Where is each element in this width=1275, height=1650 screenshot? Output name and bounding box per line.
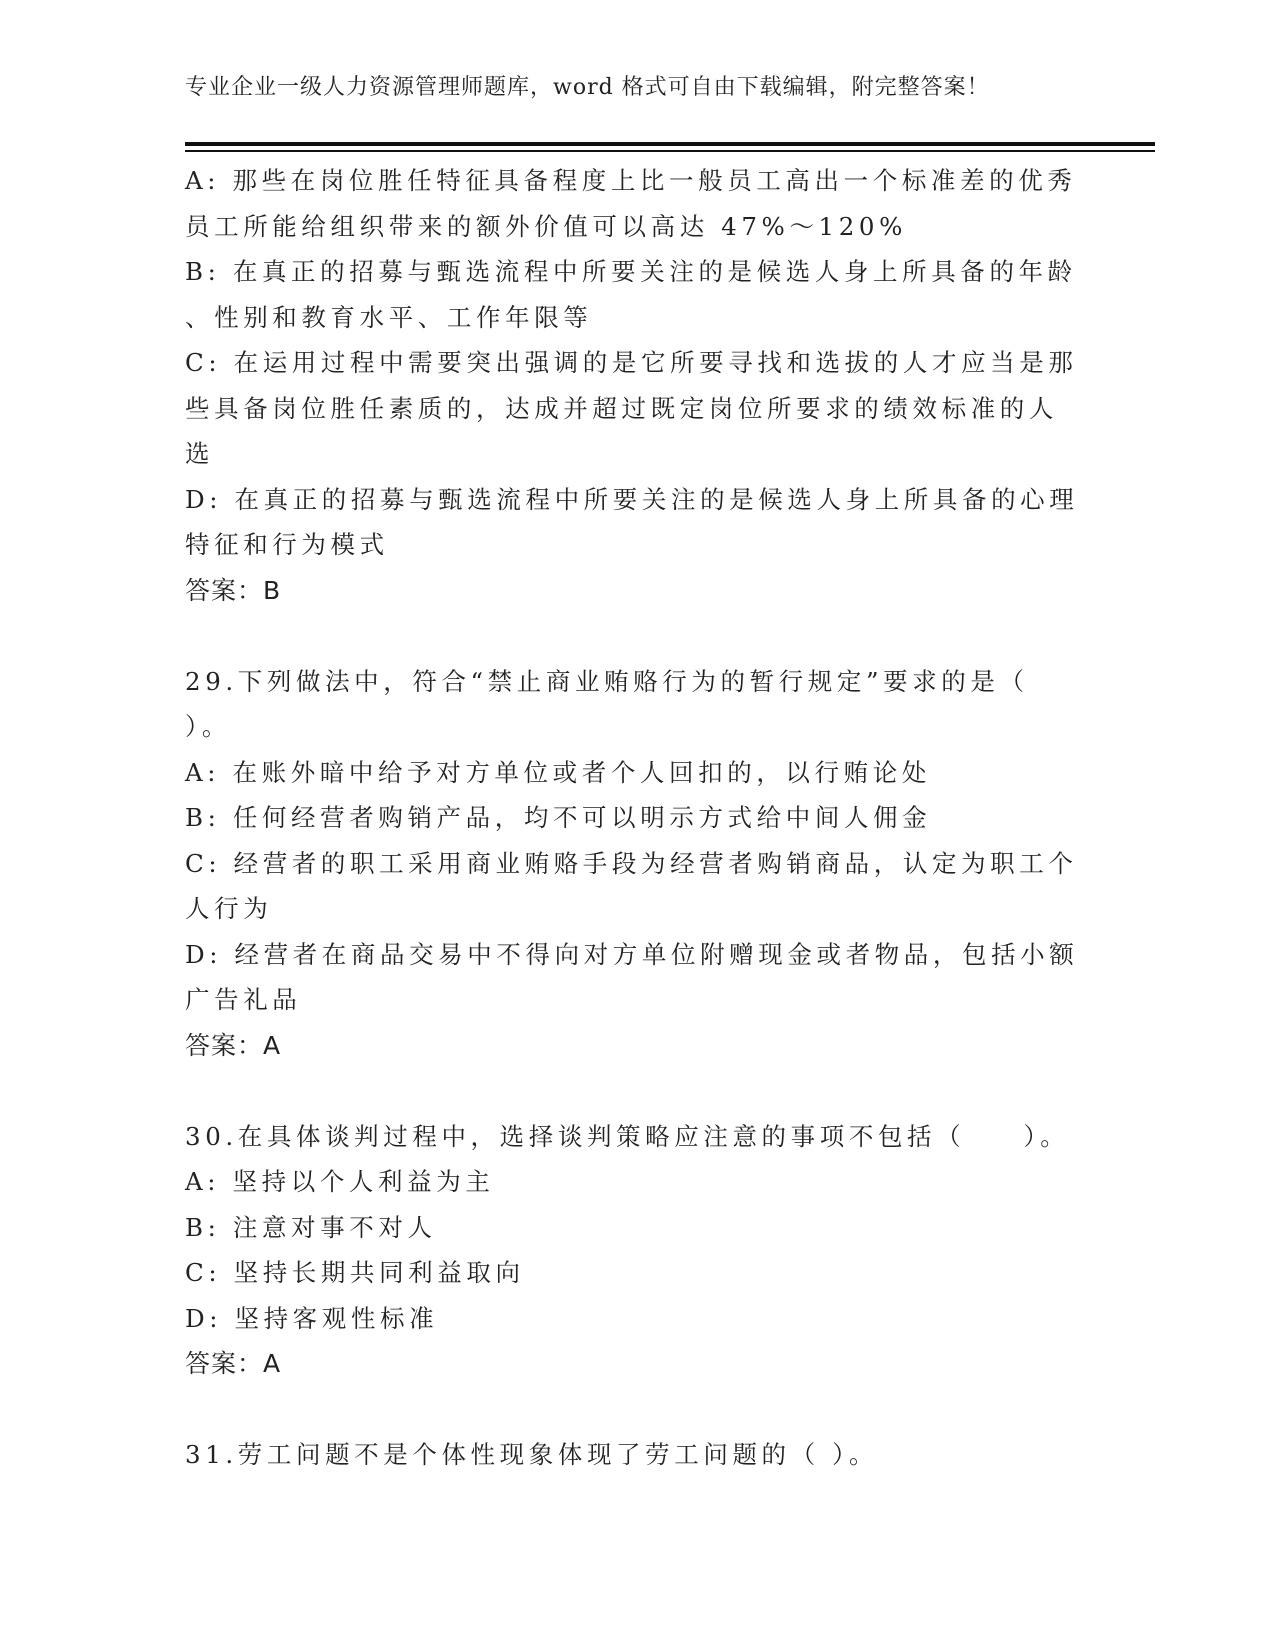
option-line: D: 经营者在商品交易中不得向对方单位附赠现金或者物品，包括小额 — [185, 939, 1079, 969]
option-line: C: 在运用过程中需要突出强调的是它所要寻找和选拔的人才应当是那 — [185, 348, 1078, 377]
header-rule-thick — [185, 142, 1155, 146]
header-rule-thin — [185, 150, 1155, 152]
spacer — [185, 1068, 1085, 1114]
question-line: 29.下列做法中，符合“禁止商业贿赂行为的暂行规定”要求的是（ — [185, 666, 1029, 696]
q28-option-a — [185, 158, 1085, 249]
option-line: 选 — [185, 439, 215, 468]
q29-stem — [185, 659, 1085, 750]
q30-stem: 30.在具体谈判过程中，选择谈判策略应注意的事项不包括（ ）。 — [185, 1121, 1070, 1151]
q28-answer: 答案：B — [185, 575, 282, 605]
q30-answer: 答案：A — [185, 1349, 282, 1378]
q29-option-a: A: 在账外暗中给予对方单位或者个人回扣的，以行贿论处 — [185, 757, 931, 787]
option-line: 人行为 — [185, 894, 273, 923]
q29-option-b: B: 任何经营者购销产品，均不可以明示方式给中间人佣金 — [185, 803, 932, 832]
q30-option-b: B: 注意对事不对人 — [185, 1212, 437, 1242]
q31-stem: 31.劳工问题不是个体性现象体现了劳工问题的（ ）。 — [185, 1440, 879, 1469]
q29-answer: 答案：A — [185, 1030, 282, 1060]
option-line: D: 在真正的招募与甄选流程中所要关注的是候选人身上所具备的心理 — [185, 484, 1079, 514]
page-header: 专业企业一级人力资源管理师题库，word 格式可自由下载编辑，附完整答案！ — [185, 75, 990, 100]
question-content — [185, 158, 1085, 1478]
option-line: 些具备岗位胜任素质的，达成并超过既定岗位所要求的绩效标准的人 — [185, 393, 1058, 423]
question-line: ）。 — [185, 712, 231, 741]
option-line: A: 那些在岗位胜任特征具备程度上比一般员工高出一个标准差的优秀 — [185, 166, 1077, 195]
q28-option-c — [185, 340, 1085, 477]
option-line: 广告礼品 — [185, 985, 302, 1014]
q30-option-d: D: 坚持客观性标准 — [185, 1303, 439, 1333]
spacer — [185, 613, 1085, 659]
spacer — [185, 1387, 1085, 1433]
q30-option-a: A: 坚持以个人利益为主 — [185, 1167, 495, 1196]
q30-option-c: C: 坚持长期共同利益取向 — [185, 1258, 525, 1287]
option-line: 员工所能给组织带来的额外价值可以高达 47%～120% — [185, 211, 907, 241]
option-line: C: 经营者的职工采用商业贿赂手段为经营者购销商品，认定为职工个 — [185, 848, 1078, 878]
option-line: B: 在真正的招募与甄选流程中所要关注的是候选人身上所具备的年龄 — [185, 257, 1077, 286]
q28-option-d — [185, 477, 1085, 568]
option-line: 、性别和教育水平、工作年限等 — [185, 302, 593, 332]
q28-option-b — [185, 249, 1085, 340]
option-line: 特征和行为模式 — [185, 530, 389, 559]
q29-option-d — [185, 932, 1085, 1023]
q29-option-c — [185, 841, 1085, 932]
